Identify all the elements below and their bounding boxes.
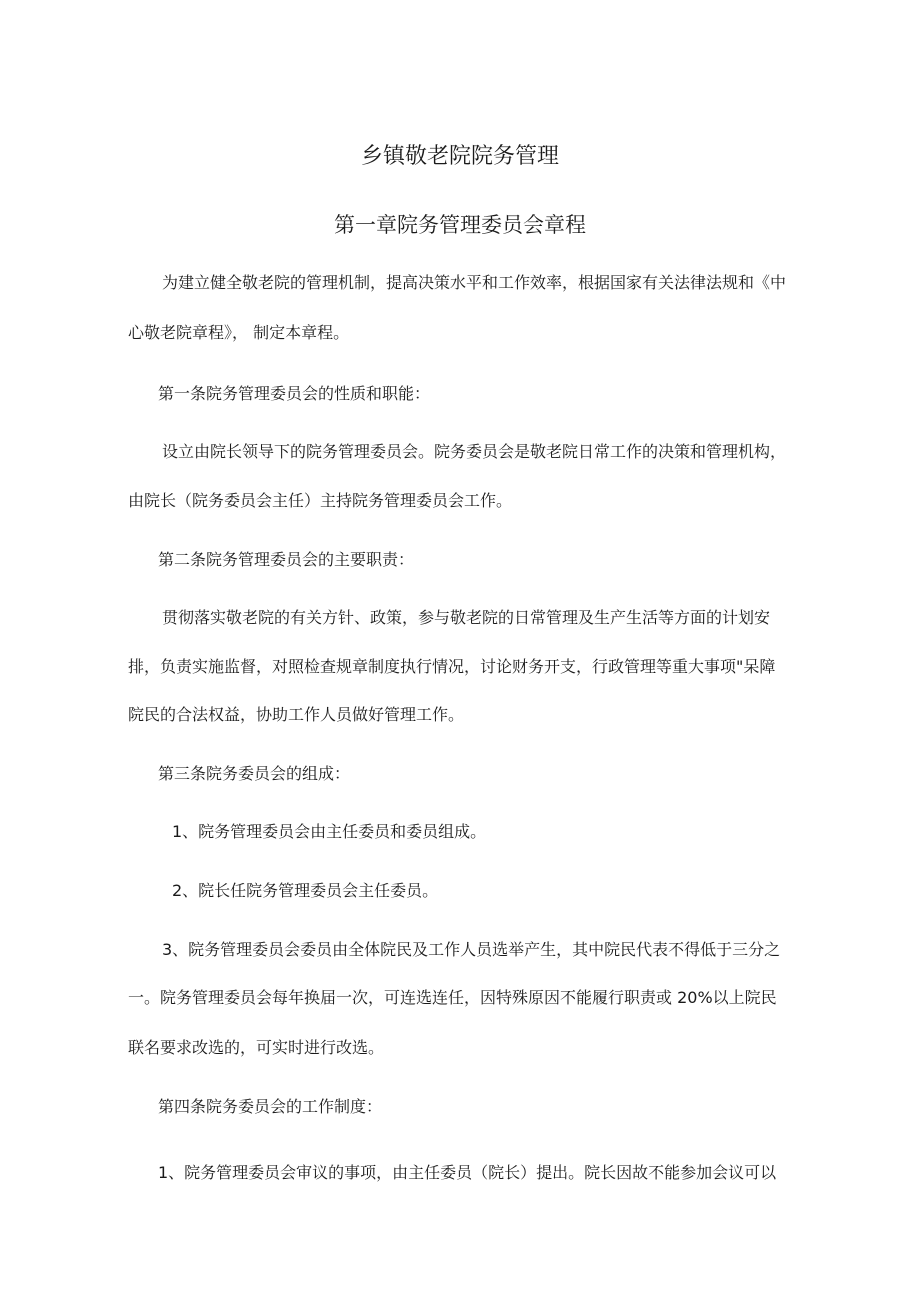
- paragraph-line: 院民的合法权益，协助工作人员做好管理工作。: [128, 705, 465, 724]
- chapter-title: 第一章院务管理委员会章程: [334, 213, 586, 237]
- paragraph-line: 心敬老院章程》， 制定本章程。: [128, 323, 350, 342]
- paragraph-line: 设立由院长领导下的院务管理委员会。院务委员会是敬老院日常工作的决策和管理机构，: [162, 442, 787, 461]
- paragraph-line: 排，负责实施监督，对照检查规章制度执行情况，讨论财务开支，行政管理等重大事项"呆障: [128, 657, 776, 676]
- article-heading: 第三条院务委员会的组成：: [158, 764, 351, 783]
- list-item: 1、院务管理委员会由主任委员和委员组成。: [172, 822, 487, 841]
- paragraph-line: 由院长（院务委员会主任）主持院务管理委员会工作。: [128, 491, 513, 510]
- list-item: 2、院长任院务管理委员会主任委员。: [172, 881, 439, 900]
- article-heading: 第一条院务管理委员会的性质和职能：: [158, 384, 431, 403]
- document-title: 乡镇敬老院院务管理: [360, 144, 559, 169]
- paragraph-line: 为建立健全敬老院的管理机制，提高决策水平和工作效率，根据国家有关法律法规和《中: [162, 273, 787, 292]
- list-item: 1、院务管理委员会审议的事项，由主任委员（院长）提出。院长因故不能参加会议可以: [158, 1163, 777, 1182]
- list-item: 3、院务管理委员会委员由全体院民及工作人员选举产生，其中院民代表不得低于三分之: [162, 940, 781, 959]
- article-heading: 第四条院务委员会的工作制度：: [158, 1097, 383, 1116]
- paragraph-line: 一。院务管理委员会每年换届一次，可连选连任，因特殊原因不能履行职责或 20%以上院民: [128, 988, 777, 1007]
- article-heading: 第二条院务管理委员会的主要职责：: [158, 550, 415, 569]
- paragraph-line: 联名要求改选的，可实时进行改选。: [128, 1038, 385, 1057]
- paragraph-line: 贯彻落实敬老院的有关方针、政策，参与敬老院的日常管理及生产生活等方面的计划安: [162, 608, 771, 627]
